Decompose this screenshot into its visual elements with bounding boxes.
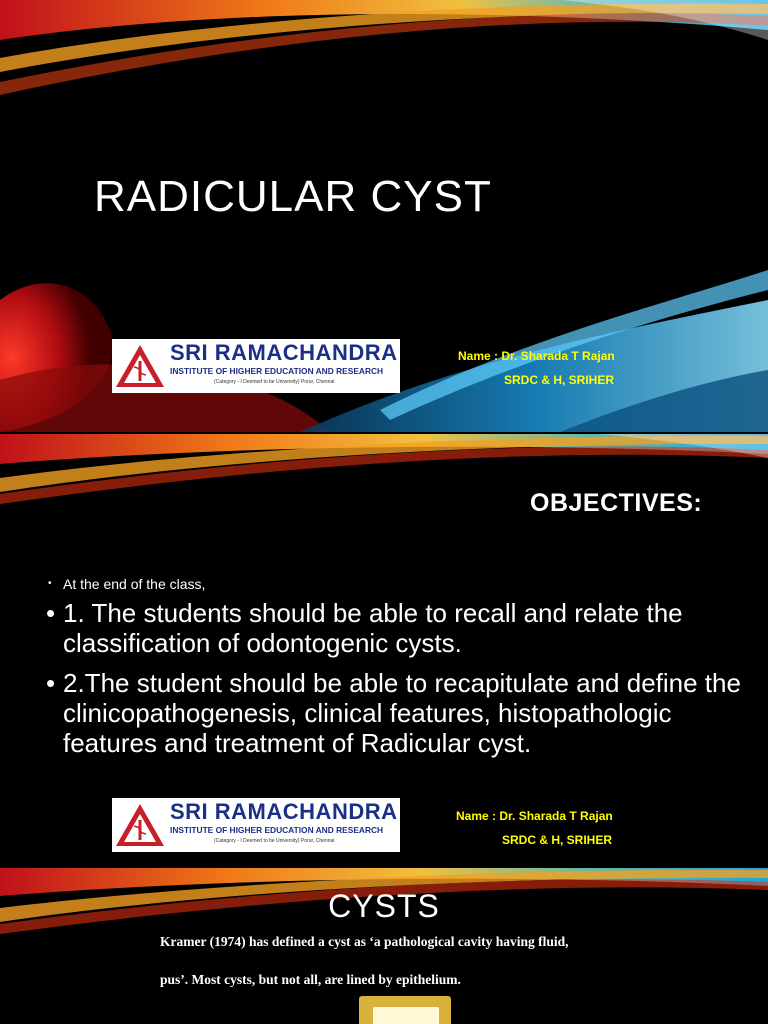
image-placeholder <box>373 1007 439 1024</box>
logo-emblem-icon <box>114 343 166 389</box>
slide-objectives <box>0 434 768 866</box>
objective-item: • 1. The students should be able to recall and relate the classification of odontogenic cysts. <box>46 598 756 658</box>
slide-cysts <box>0 868 768 1024</box>
definition-line-1: Kramer (1974) has defined a cyst as ‘a pathological cavity having fluid, <box>160 934 569 949</box>
objective-item: • 2.The student should be able to recapitulate and define the clinicopathogenesis, clinical features, histopathologic features and treatment of Radicular cyst. <box>46 668 756 758</box>
author-affiliation: SRDC & H, SRIHER <box>502 833 613 847</box>
logo-emblem-icon <box>114 802 166 848</box>
institution-logo <box>112 798 400 852</box>
slide-title <box>0 0 768 432</box>
definition-line-2: pus’. Most cysts, but not all, are lined by epithelium. <box>160 972 461 987</box>
author-name: Name : Dr. Sharada T Rajan <box>458 349 615 363</box>
image-frame <box>359 996 451 1024</box>
logo-subtitle: INSTITUTE OF HIGHER EDUCATION AND RESEARCH <box>170 825 384 835</box>
logo-name: SRI RAMACHANDRA <box>170 799 398 824</box>
cysts-heading: CYSTS <box>328 888 440 924</box>
logo-tagline: (Category - I Deemed to be University) Porur, Chennai <box>214 379 335 385</box>
objectives-heading: OBJECTIVES: <box>530 489 703 517</box>
author-name: Name : Dr. Sharada T Rajan <box>456 809 613 823</box>
logo-name: SRI RAMACHANDRA <box>170 340 398 365</box>
logo-tagline: (Category - I Deemed to be University) Porur, Chennai <box>214 838 335 844</box>
objectives-list <box>46 573 756 768</box>
institution-logo <box>112 339 400 393</box>
author-affiliation: SRDC & H, SRIHER <box>504 373 615 387</box>
logo-subtitle: INSTITUTE OF HIGHER EDUCATION AND RESEARCH <box>170 366 384 376</box>
objective-intro: • At the end of the class, <box>46 573 756 595</box>
slide-title-heading: RADICULAR CYST <box>94 172 492 221</box>
